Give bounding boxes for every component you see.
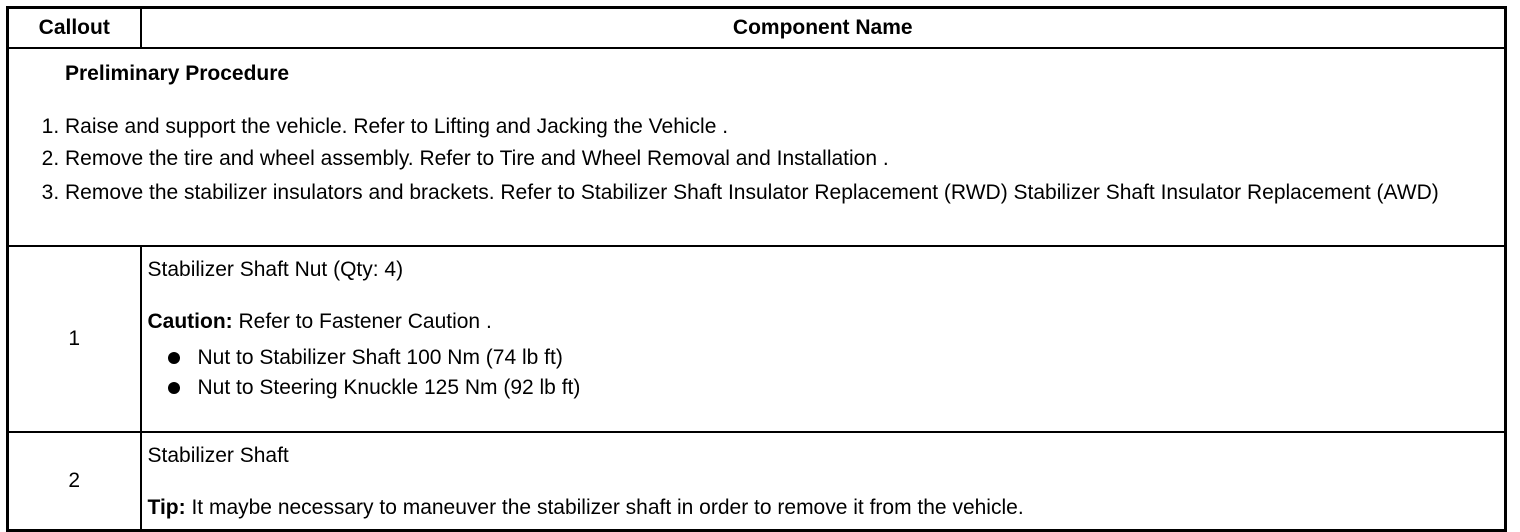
preliminary-cell	[8, 48, 1506, 246]
header-callout: Callout	[8, 8, 141, 49]
caution-label: Caution:	[147, 310, 233, 333]
component-cell	[141, 246, 1506, 432]
caution-note	[148, 309, 1497, 335]
spec-text: Nut to Steering Knuckle 125 Nm (92 lb ft)	[197, 376, 581, 399]
preliminary-row	[8, 48, 1506, 246]
component-row	[8, 432, 1506, 531]
preliminary-steps	[25, 111, 1492, 207]
header-row	[8, 8, 1506, 49]
torque-specs	[148, 343, 1497, 403]
tip-note	[148, 495, 1497, 521]
callout-number: 2	[8, 432, 141, 531]
spec-text: Nut to Stabilizer Shaft 100 Nm (74 lb ft)	[197, 346, 563, 369]
spec-item	[166, 343, 1497, 373]
spec-item	[166, 373, 1497, 403]
component-cell	[141, 432, 1506, 531]
bullet-icon	[168, 352, 180, 364]
component-name: Stabilizer Shaft Nut (Qty: 4)	[147, 258, 404, 281]
step-item: 1. Raise and support the vehicle. Refer to Lifting and Jacking the Vehicle .	[65, 111, 1492, 143]
step-item: 2. Remove the tire and wheel assembly. Refer to Tire and Wheel Removal and Installation .	[65, 143, 1492, 175]
preliminary-title: Preliminary Procedure	[65, 62, 290, 85]
component-name: Stabilizer Shaft	[147, 444, 289, 467]
caution-text: Refer to Fastener Caution .	[232, 310, 492, 333]
bullet-icon	[168, 382, 180, 394]
component-row	[8, 246, 1506, 432]
callout-number: 1	[8, 246, 141, 432]
tip-label: Tip:	[147, 496, 186, 519]
step-item: 3. Remove the stabilizer insulators and brackets. Refer to Stabilizer Shaft Insulator Replacement (RWD) Stabilizer Shaft Insulator Replacement (AWD)	[65, 179, 1492, 207]
procedure-table	[6, 6, 1507, 532]
header-component-name: Component Name	[141, 8, 1506, 49]
tip-text: It maybe necessary to maneuver the stabilizer shaft in order to remove it from the vehicle.	[185, 496, 1024, 519]
